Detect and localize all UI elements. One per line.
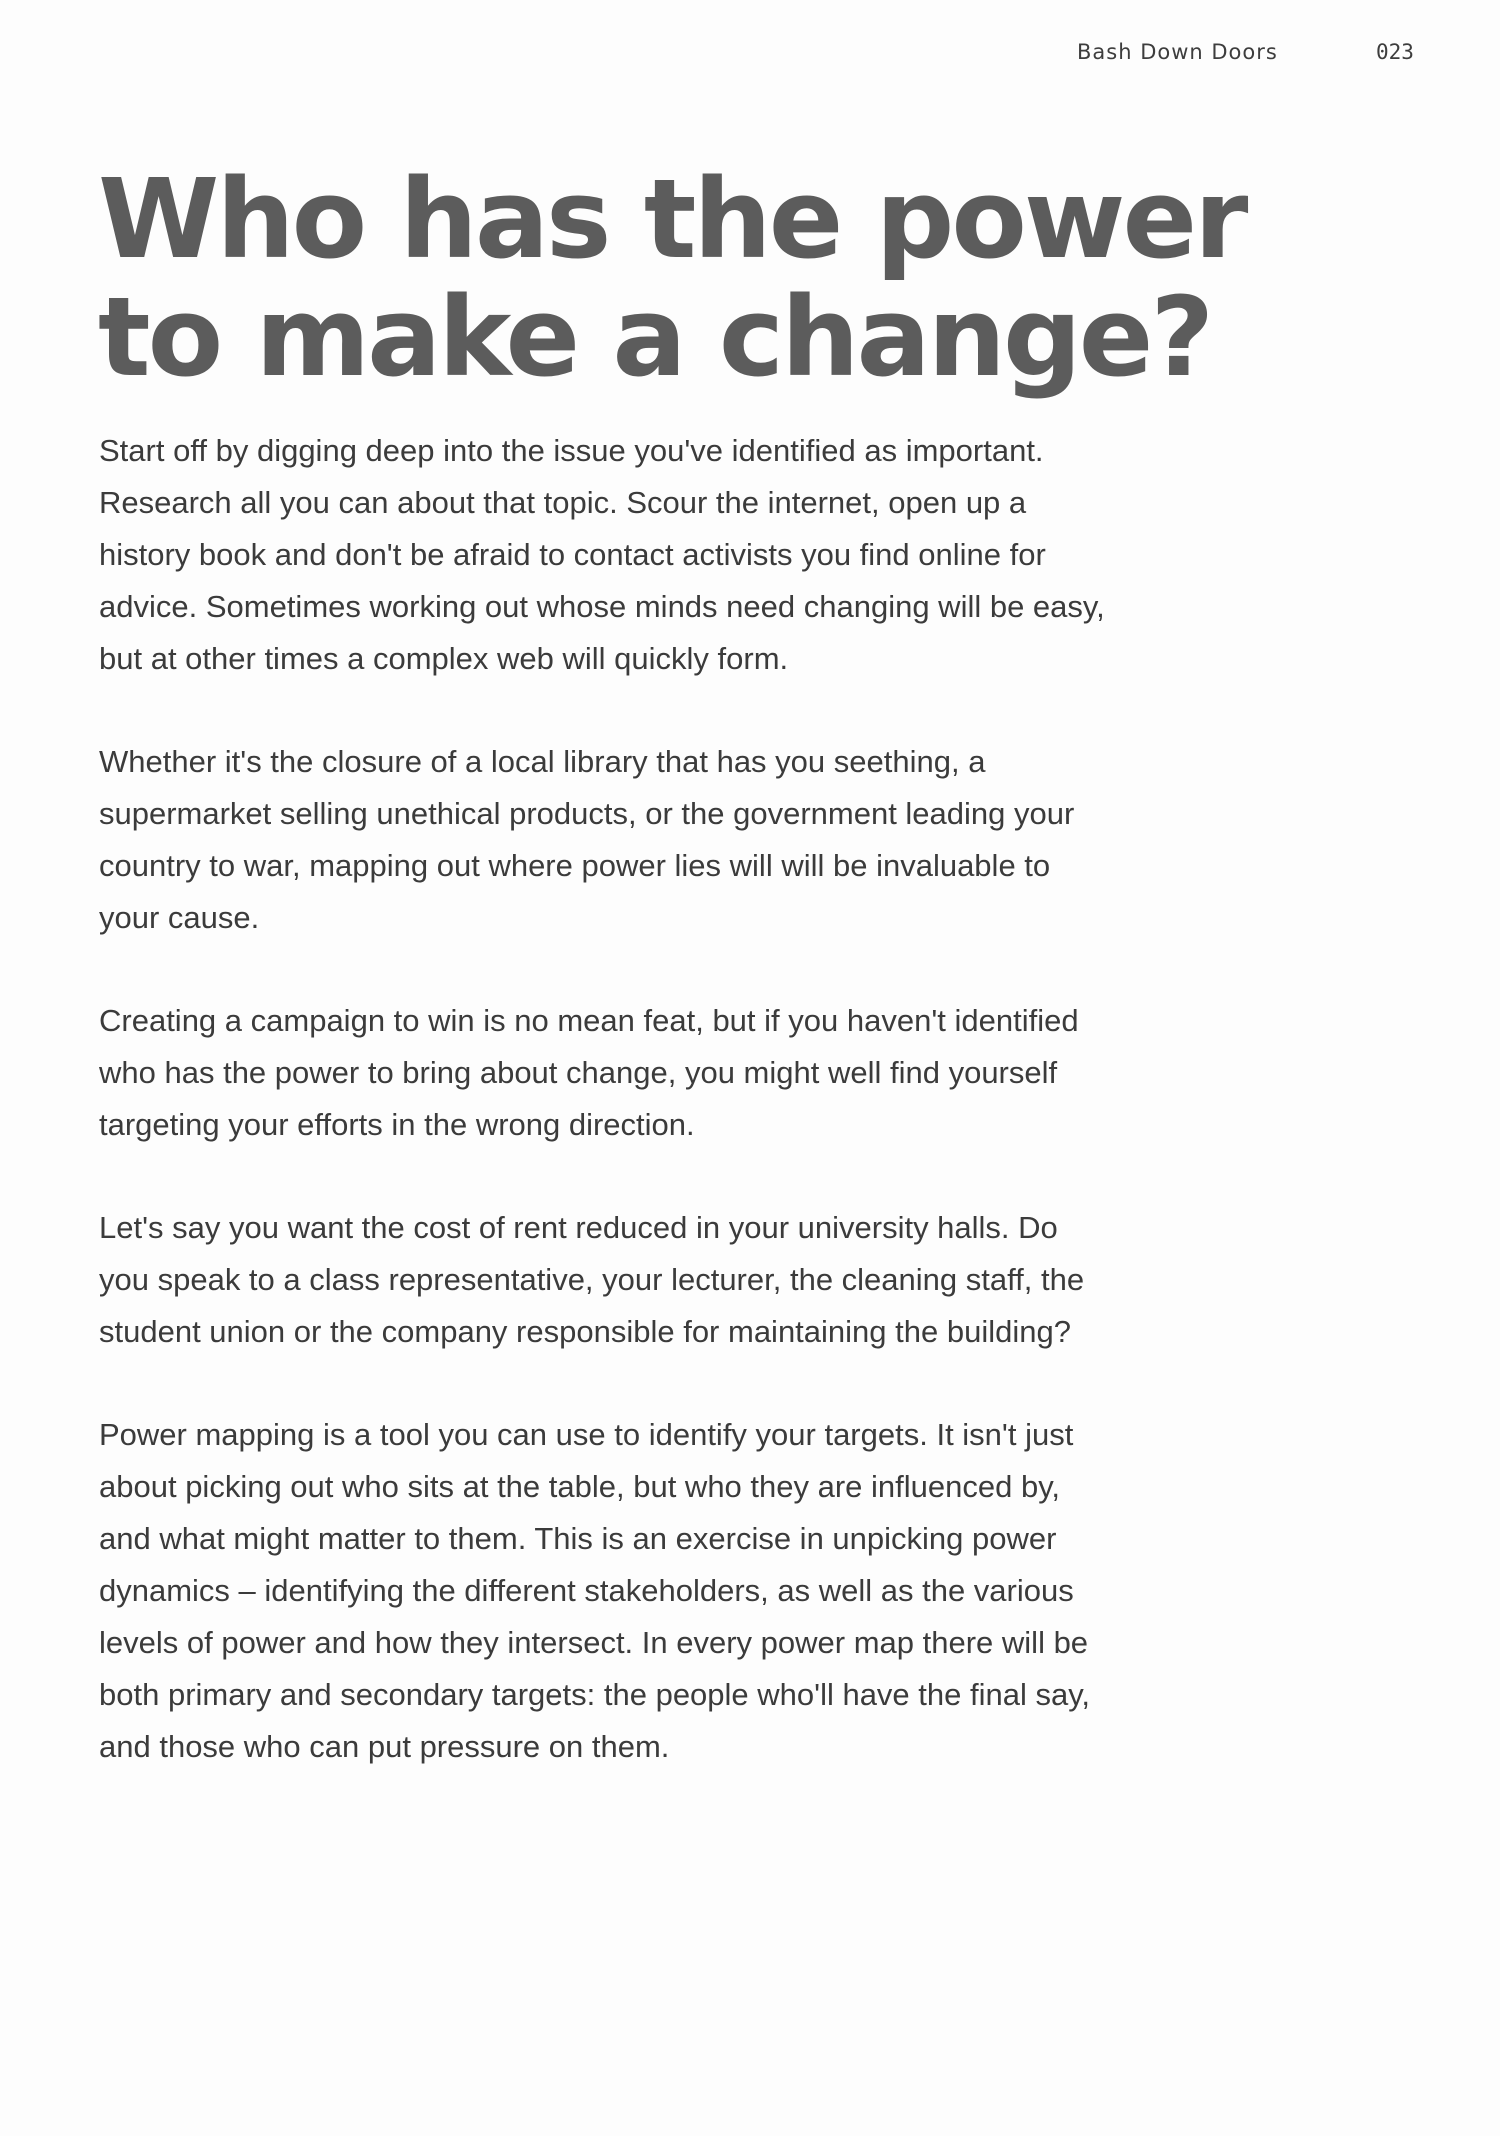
page-number: 023 <box>1376 40 1414 64</box>
page-title <box>98 155 1298 401</box>
paragraph: Start off by digging deep into the issue you've identified as important. Research all you can about that topic. Scour the internet, open up a history book and don't be afraid to contact activists you find online for advice. Sometimes working out whose minds need changing will be easy, but at other times a complex web will quickly form. <box>99 433 1105 676</box>
paragraph: Let's say you want the cost of rent reduced in your university halls. Do you speak to a class representative, your lecturer, the cleaning staff, the student union or the company responsible for maintaining the building? <box>99 1210 1085 1349</box>
running-head: Bash Down Doors <box>1077 40 1278 64</box>
body-text <box>99 425 1109 1824</box>
paragraph: Power mapping is a tool you can use to identify your targets. It isn't just about picking out who sits at the table, but who they are influenced by, and what might matter to them. This is an exercise in unpicking power dynamics – identifying the different stakeholders, as well as the various levels of power and how they intersect. In every power map there will be both primary and secondary targets: the people who'll have the final say, and those who can put pressure on them. <box>99 1417 1091 1764</box>
page-title-line-2: to make a change? <box>98 273 1212 401</box>
page-title-line-1: Who has the power <box>98 155 1246 283</box>
paragraph: Creating a campaign to win is no mean feat, but if you haven't identified who has the power to bring about change, you might well find yourself targeting your efforts in the wrong direction. <box>99 1003 1079 1142</box>
paragraph: Whether it's the closure of a local library that has you seething, a supermarket selling unethical products, or the government leading your country to war, mapping out where power lies will will be invaluable to your cause. <box>99 744 1075 935</box>
